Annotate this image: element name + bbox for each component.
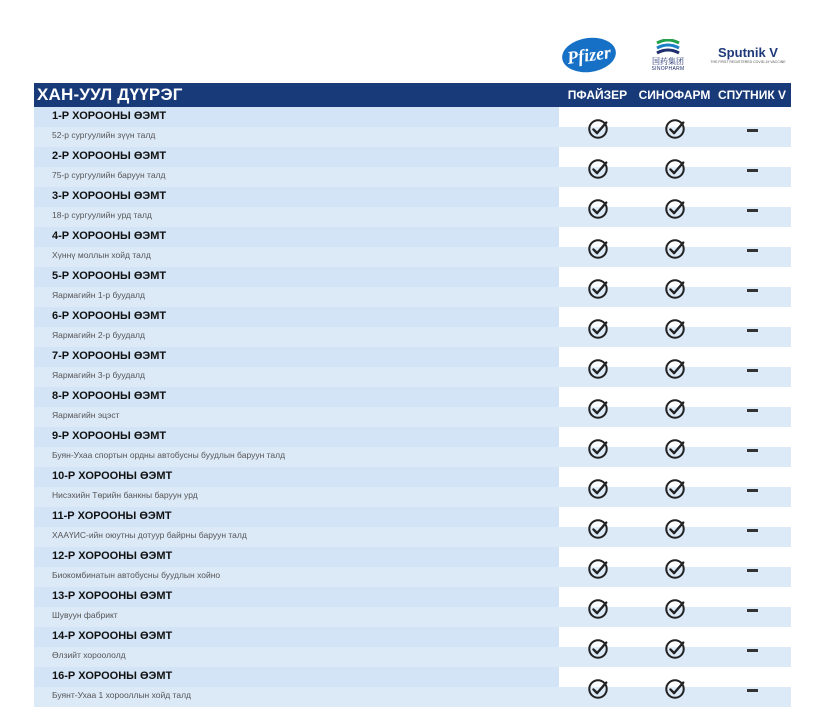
check-circle-icon	[664, 478, 686, 500]
check-circle-icon	[664, 678, 686, 700]
cell-sinopharm	[636, 313, 713, 345]
cell-sinopharm	[636, 673, 713, 705]
table-row	[34, 667, 791, 707]
cell-sputnik	[713, 553, 791, 585]
cell-sputnik	[713, 153, 791, 185]
cell-pfizer	[559, 553, 636, 585]
pfizer-logo-text: Pfizer	[560, 34, 618, 75]
cell-pfizer	[559, 153, 636, 185]
check-circle-icon	[664, 638, 686, 660]
column-header-pfizer: ПФАЙЗЕР	[567, 88, 628, 102]
check-circle-icon	[664, 558, 686, 580]
dash-icon	[747, 129, 758, 132]
cell-pfizer	[559, 233, 636, 265]
health-center-address: Хүннү моллын хойд талд	[52, 250, 151, 260]
health-center-name: 5-Р ХОРООНЫ ӨЭМТ	[52, 270, 167, 282]
cell-sputnik	[713, 233, 791, 265]
check-circle-icon	[664, 598, 686, 620]
table-row	[34, 267, 791, 307]
sinopharm-swoosh-icon	[655, 39, 681, 57]
dash-icon	[747, 289, 758, 292]
table-row	[34, 187, 791, 227]
check-circle-icon	[664, 318, 686, 340]
health-center-address: Шувуун фабрикт	[52, 610, 118, 620]
cell-sinopharm	[636, 193, 713, 225]
vaccine-logos	[0, 32, 825, 80]
district-title: ХАН-УУЛ ДҮҮРЭГ	[37, 85, 183, 104]
dash-icon	[747, 529, 758, 532]
cell-sputnik	[713, 473, 791, 505]
sputnik-logo	[706, 32, 790, 78]
check-circle-icon	[664, 398, 686, 420]
health-center-name: 10-Р ХОРООНЫ ӨЭМТ	[52, 470, 173, 482]
dash-icon	[747, 209, 758, 212]
cell-sinopharm	[636, 353, 713, 385]
cell-sputnik	[713, 593, 791, 625]
cell-pfizer	[559, 313, 636, 345]
cell-pfizer	[559, 433, 636, 465]
health-center-address: Яармагийн эцэст	[52, 410, 120, 420]
health-center-name: 12-Р ХОРООНЫ ӨЭМТ	[52, 550, 173, 562]
cell-sputnik	[713, 273, 791, 305]
health-center-name: 7-Р ХОРООНЫ ӨЭМТ	[52, 350, 167, 362]
check-circle-icon	[587, 478, 609, 500]
cell-pfizer	[559, 513, 636, 545]
table-row	[34, 147, 791, 187]
dash-icon	[747, 249, 758, 252]
cell-sputnik	[713, 193, 791, 225]
health-center-address: Яармагийн 1-р буудалд	[52, 290, 145, 300]
table-row	[34, 387, 791, 427]
pfizer-logo	[560, 32, 618, 78]
dash-icon	[747, 489, 758, 492]
table-row	[34, 467, 791, 507]
cell-pfizer	[559, 273, 636, 305]
table-row	[34, 347, 791, 387]
health-center-address: Өлзийт хороололд	[52, 650, 126, 660]
cell-sputnik	[713, 113, 791, 145]
health-center-name: 11-Р ХОРООНЫ ӨЭМТ	[52, 510, 172, 522]
health-center-address: Буян-Ухаа спортын ордны автобусны буудлын баруун талд	[52, 450, 286, 460]
check-circle-icon	[664, 118, 686, 140]
health-center-name: 2-Р ХОРООНЫ ӨЭМТ	[52, 150, 167, 162]
table-header	[34, 83, 791, 107]
cell-sinopharm	[636, 633, 713, 665]
table-row	[34, 507, 791, 547]
check-circle-icon	[587, 238, 609, 260]
cell-sinopharm	[636, 233, 713, 265]
cell-pfizer	[559, 673, 636, 705]
check-circle-icon	[587, 318, 609, 340]
check-circle-icon	[587, 358, 609, 380]
dash-icon	[747, 569, 758, 572]
check-circle-icon	[664, 238, 686, 260]
dash-icon	[747, 649, 758, 652]
column-header-sputnik: СПУТНИК V	[717, 88, 787, 102]
health-center-address: 52-р сургуулийн зүүн талд	[52, 130, 156, 140]
health-center-address: ХААҮИС-ийн оюутны дотуур байрны баруун талд	[52, 530, 247, 540]
cell-sputnik	[713, 513, 791, 545]
health-center-name: 3-Р ХОРООНЫ ӨЭМТ	[52, 190, 167, 202]
cell-sinopharm	[636, 153, 713, 185]
check-circle-icon	[587, 558, 609, 580]
dash-icon	[747, 169, 758, 172]
health-center-address: 18-р сургуулийн урд талд	[52, 210, 152, 220]
cell-sinopharm	[636, 553, 713, 585]
health-center-address: Нисэхийн Төрийн банкны баруун урд	[52, 490, 198, 500]
sputnik-logo-text: Sputnik V	[718, 44, 778, 60]
table-row	[34, 107, 791, 147]
cell-sinopharm	[636, 113, 713, 145]
check-circle-icon	[587, 638, 609, 660]
check-circle-icon	[587, 678, 609, 700]
check-circle-icon	[664, 358, 686, 380]
cell-sputnik	[713, 633, 791, 665]
cell-sputnik	[713, 673, 791, 705]
check-circle-icon	[664, 158, 686, 180]
sinopharm-logo-chinese: 国药集团	[652, 56, 684, 66]
check-circle-icon	[664, 438, 686, 460]
cell-pfizer	[559, 633, 636, 665]
cell-sinopharm	[636, 513, 713, 545]
cell-pfizer	[559, 393, 636, 425]
health-center-name: 8-Р ХОРООНЫ ӨЭМТ	[52, 390, 167, 402]
health-center-address: Биокомбинатын автобусны буудлын хойно	[52, 570, 221, 580]
health-center-address: Яармагийн 2-р буудалд	[52, 330, 145, 340]
cell-sinopharm	[636, 473, 713, 505]
health-center-name: 16-Р ХОРООНЫ ӨЭМТ	[52, 670, 173, 682]
check-circle-icon	[587, 278, 609, 300]
cell-pfizer	[559, 193, 636, 225]
dash-icon	[747, 609, 758, 612]
dash-icon	[747, 409, 758, 412]
cell-pfizer	[559, 353, 636, 385]
table-row	[34, 427, 791, 467]
cell-pfizer	[559, 593, 636, 625]
health-center-name: 14-Р ХОРООНЫ ӨЭМТ	[52, 630, 173, 642]
sinopharm-logo-english: SINOPHARM	[651, 65, 685, 72]
check-circle-icon	[587, 398, 609, 420]
check-circle-icon	[587, 598, 609, 620]
cell-pfizer	[559, 473, 636, 505]
check-circle-icon	[587, 518, 609, 540]
table-row	[34, 307, 791, 347]
check-circle-icon	[587, 118, 609, 140]
health-center-name: 13-Р ХОРООНЫ ӨЭМТ	[52, 590, 173, 602]
dash-icon	[747, 449, 758, 452]
table-row	[34, 587, 791, 627]
dash-icon	[747, 329, 758, 332]
cell-sinopharm	[636, 393, 713, 425]
check-circle-icon	[587, 158, 609, 180]
cell-sinopharm	[636, 593, 713, 625]
cell-sinopharm	[636, 433, 713, 465]
check-circle-icon	[664, 278, 686, 300]
sputnik-logo-tagline: THE FIRST REGISTERED COVID-19 VACCINE	[710, 59, 786, 64]
cell-pfizer	[559, 113, 636, 145]
health-center-address: 75-р сургуулийн баруун талд	[52, 170, 166, 180]
health-center-name: 6-Р ХОРООНЫ ӨЭМТ	[52, 310, 167, 322]
check-circle-icon	[664, 198, 686, 220]
sinopharm-logo	[640, 32, 696, 78]
health-center-name: 9-Р ХОРООНЫ ӨЭМТ	[52, 430, 167, 442]
dash-icon	[747, 369, 758, 372]
check-circle-icon	[664, 518, 686, 540]
cell-sinopharm	[636, 273, 713, 305]
table-row	[34, 627, 791, 667]
table-row	[34, 547, 791, 587]
cell-sputnik	[713, 353, 791, 385]
cell-sputnik	[713, 393, 791, 425]
check-circle-icon	[587, 438, 609, 460]
cell-sputnik	[713, 313, 791, 345]
cell-sputnik	[713, 433, 791, 465]
check-circle-icon	[587, 198, 609, 220]
health-center-name: 4-Р ХОРООНЫ ӨЭМТ	[52, 230, 167, 242]
health-center-address: Буянт-Ухаа 1 хорооллын хойд талд	[52, 690, 192, 700]
health-center-list	[34, 107, 791, 707]
table-row	[34, 227, 791, 267]
column-header-sinopharm: СИНОФАРМ	[638, 88, 711, 102]
health-center-address: Яармагийн 3-р буудалд	[52, 370, 145, 380]
dash-icon	[747, 689, 758, 692]
health-center-name: 1-Р ХОРООНЫ ӨЭМТ	[52, 110, 167, 122]
